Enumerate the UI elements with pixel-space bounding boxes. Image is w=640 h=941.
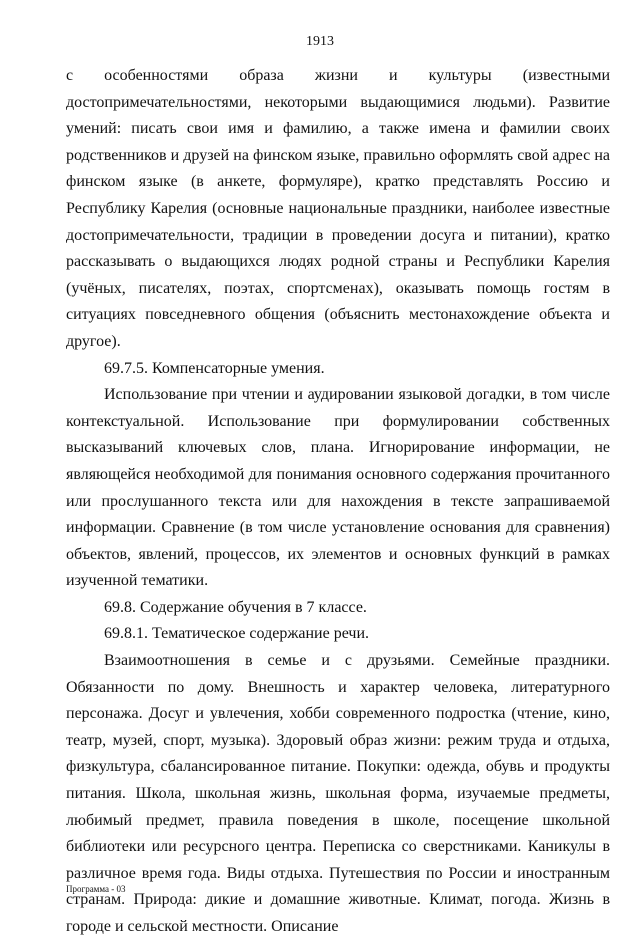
page-number: 1913 [306,34,334,49]
footer-label: Программа - 03 [66,884,126,894]
section-heading-compensatory-skills: 69.7.5. Компенсаторные умения. [104,359,325,377]
paragraph-thematic-content: Взаимоотношения в семье и с друзьями. Семейные праздники. Обязанности по дому. Внешность и характер человека, литературного персонажа. Досуг и увлечения, хобби современного подростка (чтение, кино, театр, музей, спорт, музыка). Здоровый образ жизни: режим труда и отдыха, физкультура, сбалансированное питание. Покупки: одежда, обувь и продукты питания. Школа, школьная жизнь, школьная форма, изучаемые предметы, любимый предмет, правила поведения в школе, посещение школьной библиотеки или ресурсного центра. Переписка со сверстниками. Каникулы в различное время года. Виды отдыха. Путешествия по России и иностранным странам. Природа: дикие и домашние животные. Климат, погода. Жизнь в городе и сельской местности. Описание [66,652,610,935]
section-heading-grade-7: 69.8. Содержание обучения в 7 классе. [104,598,367,616]
paragraph-continuation: с особенностями образа жизни и культуры (известными достопримечательностями, некоторыми выдающимися людьми). Развитие умений: писать свои имя и фамилию, а также имена и фамилии своих родственников и друзей на финском языке, правильно оформлять свой адрес на финском языке (в анкете, формуляре), кратко представлять Россию и Республику Карелия (основные национальные праздники, наиболее известные достопримечательности, традиции в проведении досуга и питании), кратко рассказывать о выдающихся людях родной страны и Республики Карелия (учёных, писателях, поэтах, спортсменах), оказывать помощь гостям в ситуациях повседневного общения (объяснить местонахождение объекта и другое). [66,67,610,350]
section-heading-thematic-content: 69.8.1. Тематическое содержание речи. [104,625,370,643]
document-body [66,63,610,941]
paragraph-compensatory-skills: Использование при чтении и аудировании языковой догадки, в том числе контекстуальной. Использование при формулировании собственных высказываний ключевых слов, плана. Игнорирование информации, не являющейся необходимой для понимания основного содержания прочитанного или прослушанного текста или для нахождения в тексте запрашиваемой информации. Сравнение (в том числе установление основания для сравнения) объектов, явлений, процессов, их элементов и основных функций в рамках изученной тематики. [66,386,610,590]
